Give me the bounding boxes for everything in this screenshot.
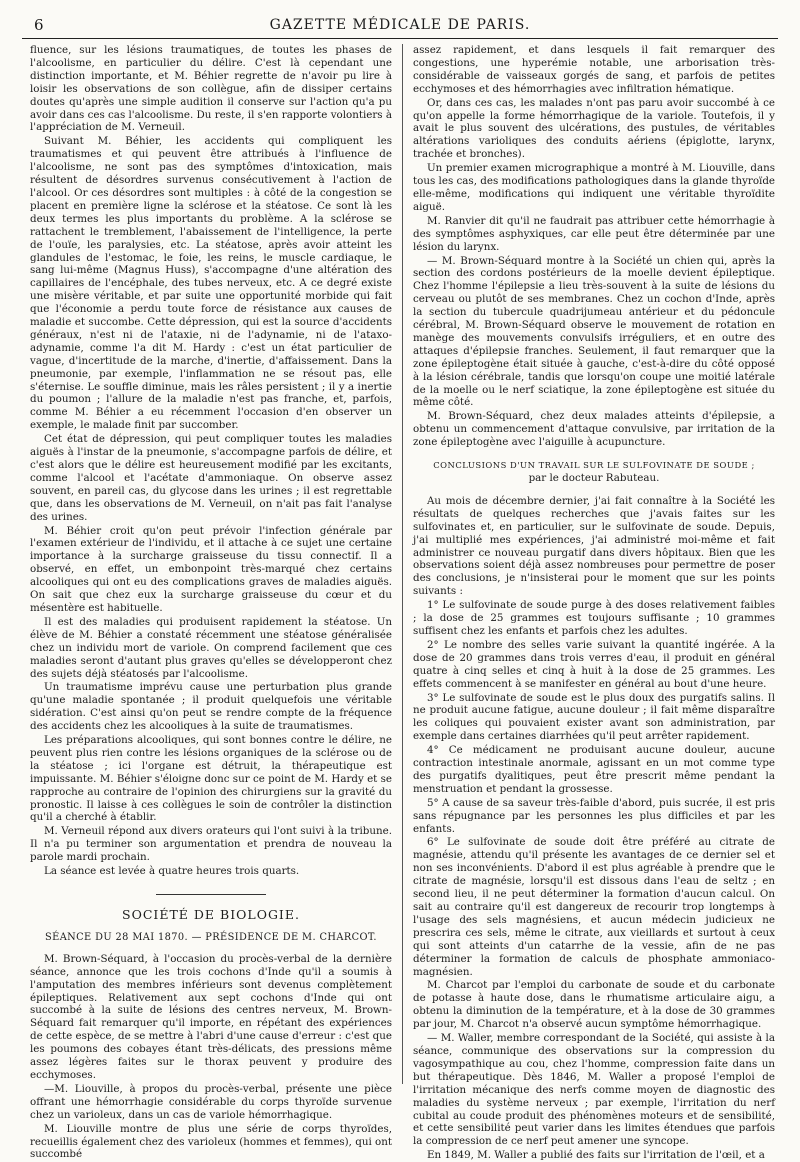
paragraph: La séance est levée à quatre heures trois quarts. xyxy=(44,865,300,878)
paragraph: M. Brown-Séquard, chez deux malades atteints d'épilepsie, a obtenu un commencement d'attaque convulsive, par irritation de la zone épileptogène avec l'aiguille à acupuncture. xyxy=(413,410,775,449)
paragraph: 5° A cause de sa saveur très-faible d'abord, puis sucrée, il est pris sans répugnance par les personnes les plus difficiles et par les enfants. xyxy=(413,796,775,835)
paragraph: M. Béhier croit qu'on peut prévoir l'infection générale par l'examen extérieur de l'individu, et il attache à ce sujet une certaine importance à la surcharge graisseuse du tissu connectif. Il a observé, en effet, un embonpoint très-marqué chez certains alcooliques qui ont eu des complications graves de maladies aiguës. On sait que chez eux la surcharge graisseuse du cœur et du mésentère est habituelle. xyxy=(30,524,392,614)
conclusions-author: par le docteur Rabuteau. xyxy=(528,472,660,484)
paragraph: En 1849, M. Waller a publié des faits sur l'irritation de l'œil, et a xyxy=(427,1149,765,1162)
paragraph: 2° Le nombre des selles varie suivant la quantité ingérée. A la dose de 20 grammes dans trois verres d'eau, il produit en général quatre à cinq selles et cinq à huit à la dose de 25 grammes. Les effets commencent à se manifester en général au bout d'une heure. xyxy=(413,638,775,690)
paragraph: M. Brown-Séquard, à l'occasion du procès-verbal de la dernière séance, annonce que les trois cochons d'Inde qu'il a soumis à l'amputation des membres inférieurs sont devenus complètement épileptiques. Relativement aux sept cochons d'Inde qui ont succombé à la suite de lésions des centres nerveux, M. Brown-Séquard fait remarquer qu'il importe, en répétant des expériences de cette espèce, de se mettre à l'abri d'une cause d'erreur : c'est que les poumons des cobayes étant très-délicats, des pressions même assez légères faites sur le thorax peuvent y produire des ecchymoses. xyxy=(30,952,392,1081)
paragraph: 6° Le sulfovinate de soude doit être préféré au citrate de magnésie, attendu qu'il présente les avantages de ce dernier sel et non ses inconvénients. D'abord il est plus agréable à prendre que le citrate de magnésie, lorsqu'il est dissous dans l'eau de seltz ; en second lieu, il ne peut déterminer la formation d'aucun calcul. On sait au contraire qu'il est dangereux de recourir trop longtemps à l'usage des sels magnésiens, et aucun médecin judicieux ne prescrira ces sels, même le citrate, aux vieillards et surtout à ceux qui sont atteints d'un catarrhe de la vessie, afin de ne pas déterminer la formation de calculs de phosphate ammoniaco-magnésien. xyxy=(413,836,775,978)
column-rule xyxy=(402,44,403,1084)
journal-title: GAZETTE MÉDICALE DE PARIS. xyxy=(269,17,531,33)
paragraph: Les préparations alcooliques, qui sont bonnes contre le délire, ne peuvent plus rien contre les lésions organiques de la sclérose ou de la stéatose ; ici l'organe est détruit, la thérapeutique est impuissante. M. Béhier s'éloigne donc sur ce point de M. Hardy et se rapproche au contraire de l'opinion des chirurgiens sur la gravité du pronostic. Il laisse à ces collègues le soin de contrôler la distinction qu'il a cherché à établir. xyxy=(30,734,392,824)
paragraph: Or, dans ces cas, les malades n'ont pas paru avoir succombé à ce qu'on appelle la forme hémorrhagique de la variole. Toutefois, il y avait le plus souvent des ulcérations, des pustules, de véritables altérations varioliques des conduits aériens (épiglotte, larynx, trachée et bronches). xyxy=(413,96,775,161)
paragraph: — M. Brown-Séquard montre à la Société un chien qui, après la section des cordons postérieurs de la moelle devient épileptique. Chez l'homme l'épilepsie a lieu très-souvent à la suite de lésions du cerveau ou plutôt de ses membranes. Chez un cochon d'Inde, après la section du tubercule quadrijumeau antérieur et du pédoncule cérébral, M. Brown-Séquard observe le mouvement de rotation en manège des mouvements convulsifs irréguliers, et en outre des attaques d'épilepsie franches. Seulement, il faut remarquer que la zone épileptogène était située à gauche, c'est-à-dire du côté opposé à la lésion cérébrale, tandis que lorsqu'on coupe une moitié latérale de la moelle ou le nerf sciatique, la zone épileptogène est située du même côté. xyxy=(413,254,775,409)
paragraph: — M. Waller, membre correspondant de la Société, qui assiste à la séance, communique des observations sur la compression du vagosympathique au cou, chez l'homme, compression faite dans un but thérapeutique. Dès 1846, M. Waller a proposé l'emploi de l'irritation mécanique des nerfs comme moyen de diagnostic des maladies du système nerveux ; par exemple, l'irritation du nerf cubital au coude produit des phénomènes moteurs et de sensibilité, et cette sensibilité peut varier dans les limites étendues que parfois la compression de ce nerf peut amener une syncope. xyxy=(413,1032,775,1148)
paragraph: M. Liouville montre de plus une série de corps thyroïdes, recueillis également chez des varioleux (hommes et femmes), qui ont succombé xyxy=(30,1122,392,1161)
paragraph: 3° Le sulfovinate de soude est le plus doux des purgatifs salins. Il ne produit aucune fatigue, aucune douleur ; il fait même disparaître les coliques qui pouvaient exister avant son administration, par exemple dans certaines diarrhées qu'il peut arrêter rapidement. xyxy=(413,691,775,743)
left-column xyxy=(30,44,392,1161)
paragraph: 1° Le sulfovinate de soude purge à des doses relativement faibles ; la dose de 25 grammes est toujours suffisante ; 10 grammes suffisent chez les enfants et parfois chez les adultes. xyxy=(413,599,775,637)
right-column xyxy=(413,44,775,1162)
paragraph: Cet état de dépression, qui peut compliquer toutes les maladies aiguës à l'instar de la pneumonie, s'accompagne parfois de délire, et c'est alors que le délire est heureusement modifié par les excitants, comme l'alcool et l'acétate d'ammoniaque. On observe assez souvent, en pareil cas, du glycose dans les urines ; il est regrettable que, dans les observations de M. Verneuil, on n'ait pas fait l'analyse des urines. xyxy=(30,433,392,523)
section-divider xyxy=(156,894,266,895)
paragraph: 4° Ce médicament ne produisant aucune douleur, aucune contraction intestinale anormale, agissant en un mot comme type des purgatifs dyalitiques, peut être prescrit même pendant la menstruation et pendant la grossesse. xyxy=(413,744,775,795)
paragraph: Au mois de décembre dernier, j'ai fait connaître à la Société les résultats de quelques recherches que j'avais faites sur les sulfovinates et, en particulier, sur le sulfovinate de soude. Depuis, j'ai multiplié mes expériences, j'ai administré moi-même et fait administrer ce nouveau purgatif dans divers hôpitaux. Bien que les observations soient déjà assez nombreuses pour permettre de poser des conclusions, je n'insisterai pour le moment que sur les points suivants : xyxy=(413,494,775,598)
seance-line: SÉANCE DU 28 MAI 1870. — PRÉSIDENCE DE M. CHARCOT. xyxy=(45,931,377,943)
paragraph: Un traumatisme imprévu cause une perturbation plus grande qu'une maladie spontanée ; il produit quelquefois une véritable sidération. C'est ainsi qu'on peut se rendre compte de la fréquence des accidents chez les alcooliques à la suite de traumatismes. xyxy=(30,681,392,733)
paragraph: Suivant M. Béhier, les accidents qui compliquent les traumatismes et qui peuvent être attribués à l'influence de l'alcoolisme, ne sont pas des symptômes d'intoxication, mais résultent de désordres survenus consécutivement à l'action de l'alcool. Or ces désordres sont multiples : à côté de la congestion se placent en première ligne la sclérose et la stéatose. Ce sont là les deux termes les plus importants du problème. A la sclérose se rattachent le tremblement, l'abaissement de l'intelligence, la perte de l'ouïe, les paralysies, etc. La stéatose, après avoir atteint les glandules de l'estomac, le foie, les reins, le muscle cardiaque, le sang lui-même (Magnus Huss), s'accompagne d'une altération des capillaires de l'encéphale, des tubes nerveux, etc. A ce degré existe une misère véritable, et par suite une opportunité morbide qui fait que l'économie a perdu toute force de résistance aux causes de maladie et succombe. Cette dépression, qui est la source d'accidents généraux, n'est ni de l'ataxie, ni de l'adynamie, ni de l'ataxo-adynamie, comme l'a dit M. Hardy : c'est un état particulier de vague, d'incertitude de la marche, d'inertie, d'affaissement. Dans la pneumonie, par exemple, l'inflammation ne se résout pas, elle s'éternise. Le souffle diminue, mais les râles persistent ; il y a inertie du poumon ; l'allure de la maladie n'est pas franche, et, parfois, comme M. Béhier a eu récemment l'occasion d'en observer un exemple, le malade finit par succomber. xyxy=(30,135,392,432)
paragraph: M. Verneuil répond aux divers orateurs qui l'ont suivi à la tribune. Il n'a pu terminer son argumentation et prendra de nouveau la parole mardi prochain. xyxy=(30,825,392,864)
page-header xyxy=(22,16,778,39)
paragraph: Un premier examen micrographique a montré à M. Liouville, dans tous les cas, des modifications pathologiques dans la glande thyroïde elle-même, modifications qui indiquent une véritable thyroïdite aiguë. xyxy=(413,162,775,213)
paragraph: M. Ranvier dit qu'il ne faudrait pas attribuer cette hémorrhagie à des symptômes asphyxiques, car elle peut être déterminée par une lésion du larynx. xyxy=(413,214,775,253)
paragraph: Il est des maladies qui produisent rapidement la stéatose. Un élève de M. Béhier a constaté récemment une stéatose généralisée chez un individu mort de variole. On comprend facilement que ces maladies seront d'autant plus graves qu'elles se développeront chez des sujets déjà stéatosés par l'alcoolisme. xyxy=(30,615,392,680)
conclusions-title: CONCLUSIONS D'UN TRAVAIL SUR LE SULFOVINATE DE SOUDE ; xyxy=(433,460,755,471)
page-number: 6 xyxy=(34,16,44,34)
paragraph: M. Charcot par l'emploi du carbonate de soude et du carbonate de potasse à haute dose, dans le rhumatisme articulaire aigu, a obtenu la diminution de la température, et à la dose de 30 grammes par jour, M. Charcot n'a observé aucun symptôme hémorrhagique. xyxy=(413,979,775,1031)
paragraph: assez rapidement, et dans lesquels il fait remarquer des congestions, une hyperémie notable, une arborisation très-considérable de vaisseaux gorgés de sang, et parfois de petites ecchymoses et des hémorrhagies avec infiltration hématique. xyxy=(413,44,775,95)
section-title: SOCIÉTÉ DE BIOLOGIE. xyxy=(122,907,300,922)
paragraph: —M. Liouville, à propos du procès-verbal, présente une pièce offrant une hémorrhagie considérable du corps thyroïde survenue chez un varioleux, dans un cas de variole hémorrhagique. xyxy=(30,1082,392,1121)
paragraph: fluence, sur les lésions traumatiques, de toutes les phases de l'alcoolisme, en particulier du délire. C'est là cependant une distinction importante, et M. Béhier regrette de n'avoir pu lire à loisir les observations de son collègue, afin de dissiper certains doutes qu'après une simple audition il conserve sur l'action qu'a pu avoir dans ces cas l'alcoolisme. Du reste, il s'en rapporte volontiers à l'appréciation de M. Verneuil. xyxy=(30,44,392,134)
